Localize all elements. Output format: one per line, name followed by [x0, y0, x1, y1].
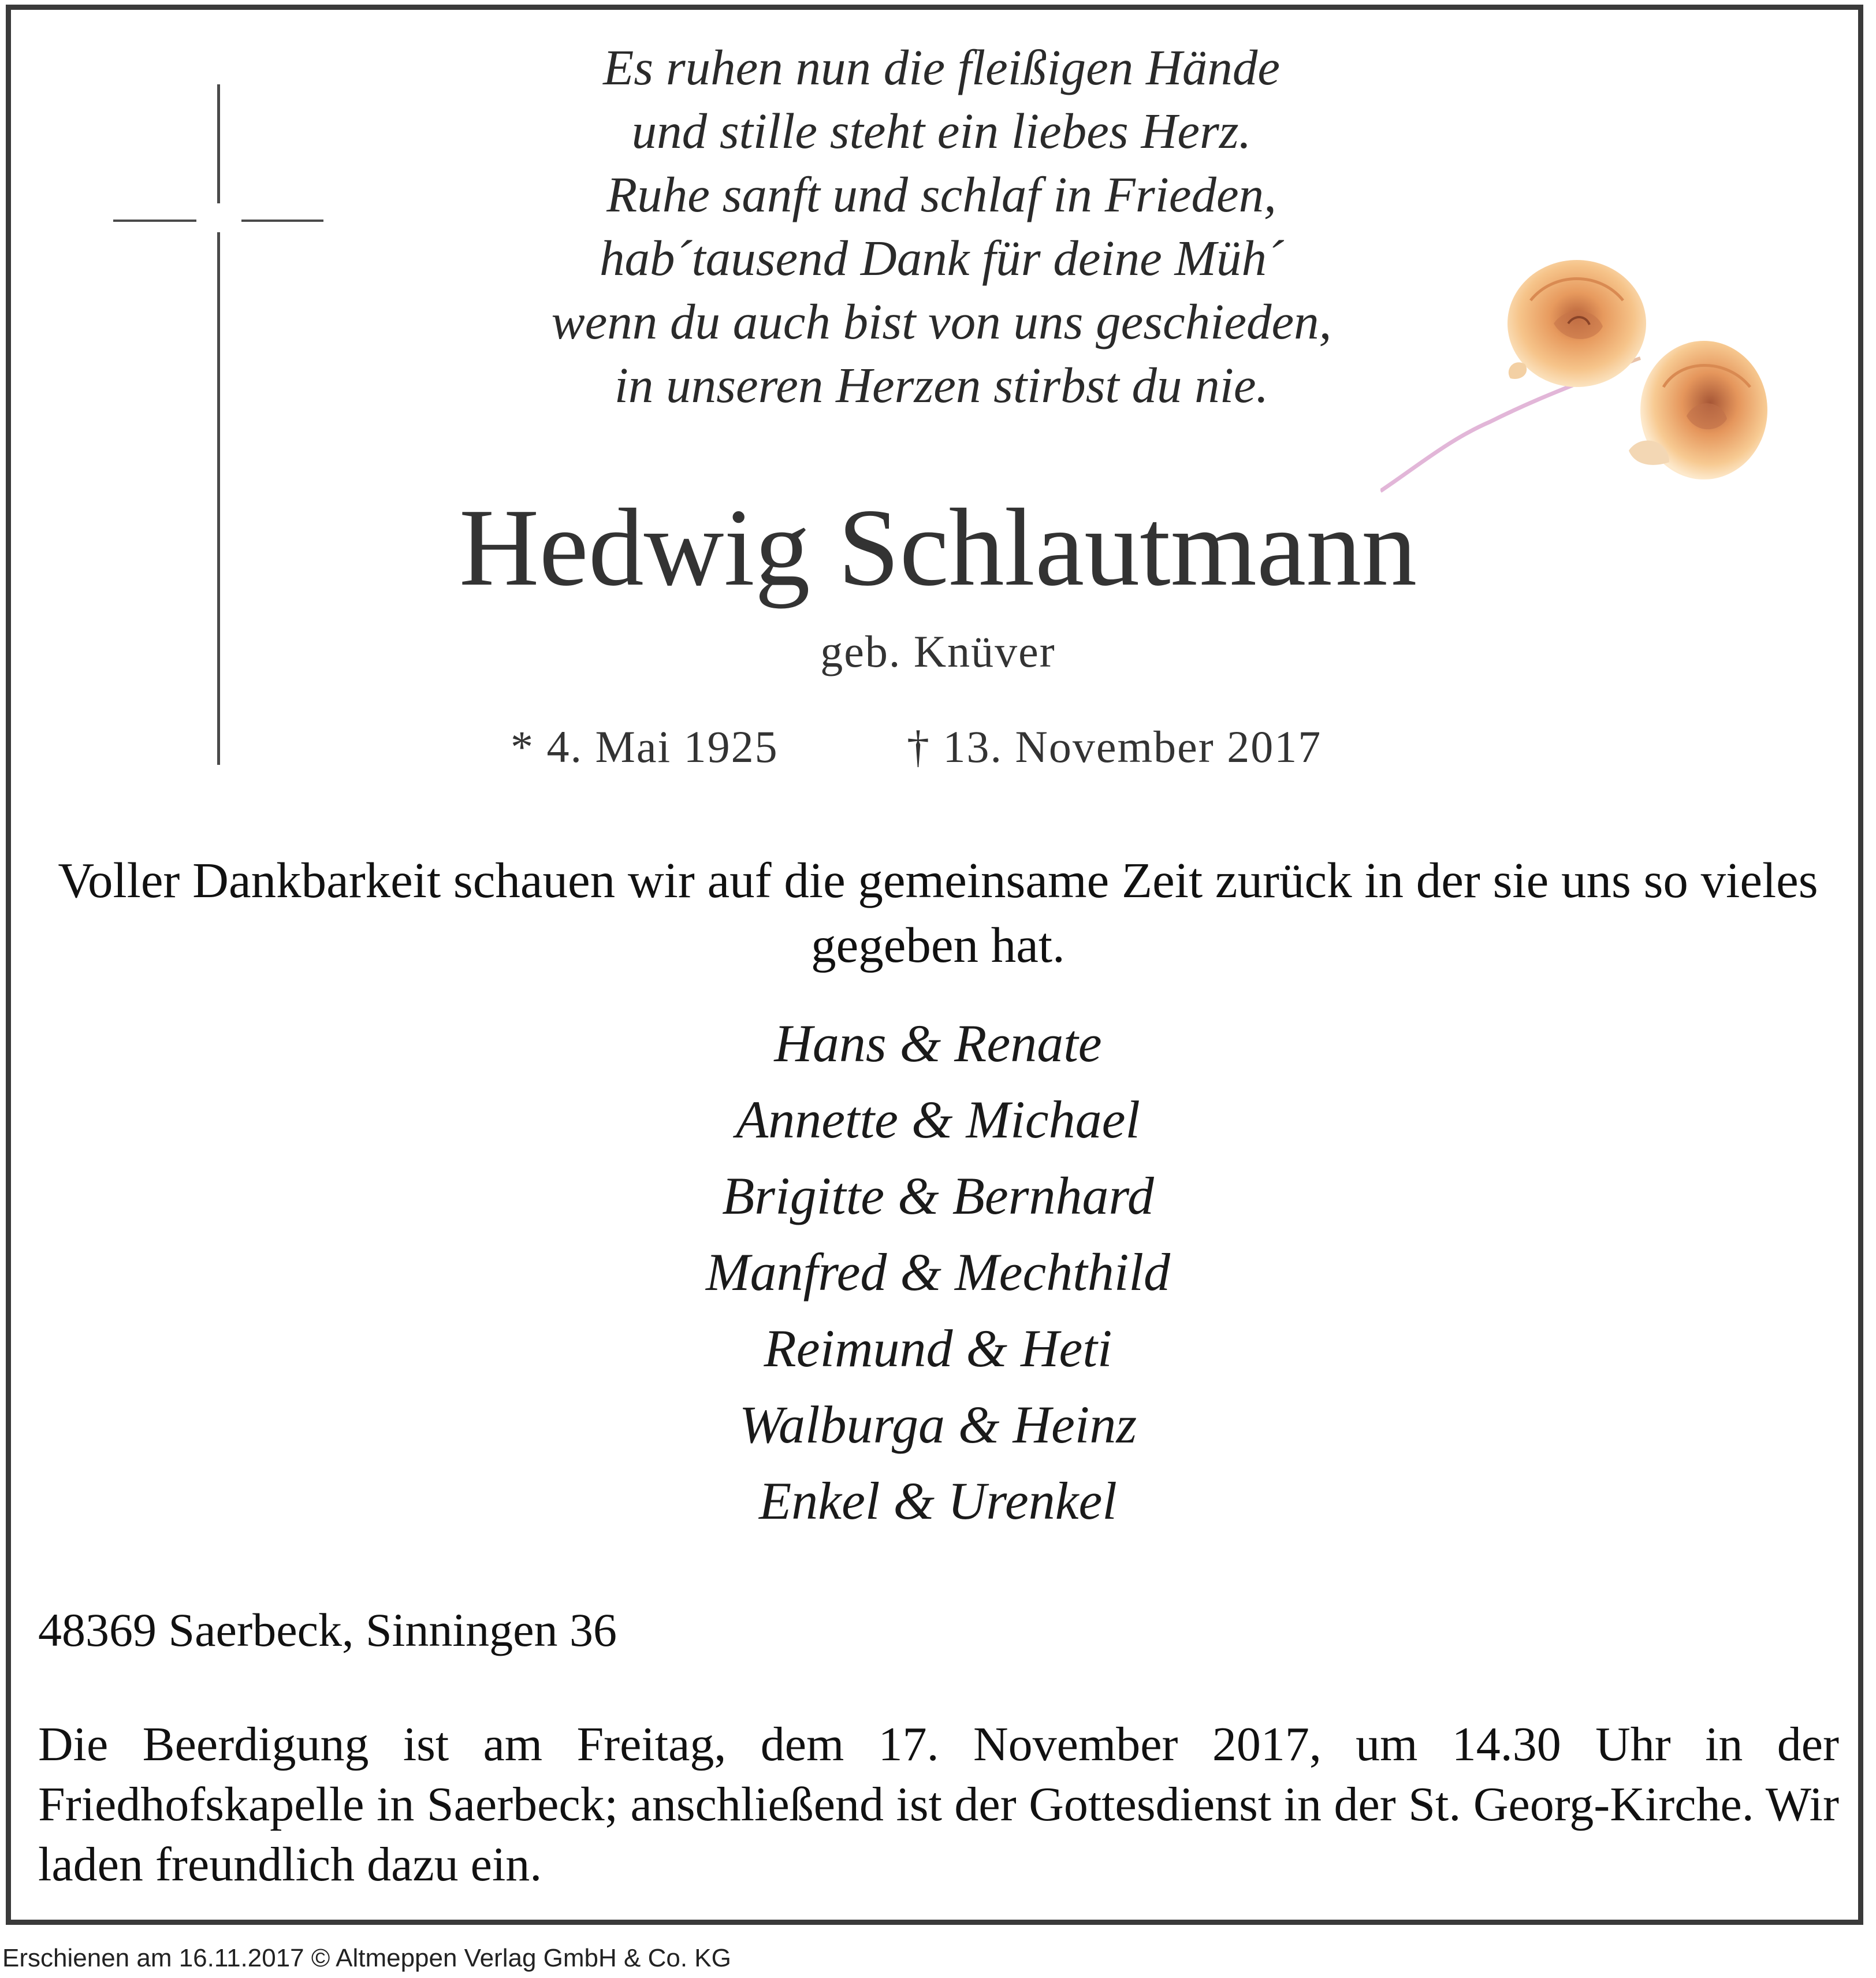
cross-horizontal-left	[113, 220, 196, 222]
cross-horizontal-right	[241, 220, 323, 222]
poem-line: hab´tausend Dank für deine Müh´	[600, 230, 1283, 286]
mourner-entry: Enkel & Urenkel	[759, 1471, 1117, 1530]
poem-line: in unseren Herzen stirbst du nie.	[614, 357, 1269, 413]
mourner-entry: Brigitte & Bernhard	[722, 1166, 1154, 1225]
funeral-notice: Die Beerdigung ist am Freitag, dem 17. November 2017, um 14.30 Uhr in der Friedhofskapelle in Saerbeck; anschließend ist der Gottesdienst in der St. Georg-Kirche. Wir laden freundlich dazu ein.	[38, 1717, 1839, 1891]
deceased-name: Hedwig Schlautmann	[459, 486, 1417, 609]
cross-vertical-top	[217, 84, 220, 203]
mourners-list	[0, 1005, 1876, 1539]
birth-name: geb. Knüver	[820, 626, 1056, 676]
mourner-entry: Hans & Renate	[774, 1014, 1102, 1073]
poem-line: Es ruhen nun die fleißigen Hände	[603, 39, 1280, 95]
address: 48369 Saerbeck, Sinningen 36	[38, 1604, 617, 1656]
poem-line: und stille steht ein liebes Herz.	[631, 103, 1252, 159]
poem-line: Ruhe sanft und schlaf in Frieden,	[606, 166, 1276, 222]
mourner-entry: Reimund & Heti	[764, 1319, 1112, 1378]
mourner-entry: Walburga & Heinz	[739, 1395, 1137, 1454]
poem-line: wenn du auch bist von uns geschieden,	[551, 293, 1332, 350]
death-date: † 13. November 2017	[907, 722, 1322, 772]
birth-date: * 4. Mai 1925	[511, 722, 779, 772]
gratitude-text: Voller Dankbarkeit schauen wir auf die gemeinsame Zeit zurück in der sie uns so vieles gegeben hat.	[58, 852, 1818, 973]
mourner-entry: Manfred & Mechthild	[706, 1243, 1170, 1302]
publication-footer: Erschienen am 16.11.2017 © Altmeppen Verlag GmbH & Co. KG	[2, 1944, 731, 1972]
poem	[358, 36, 1525, 417]
mourner-entry: Annette & Michael	[736, 1090, 1140, 1149]
